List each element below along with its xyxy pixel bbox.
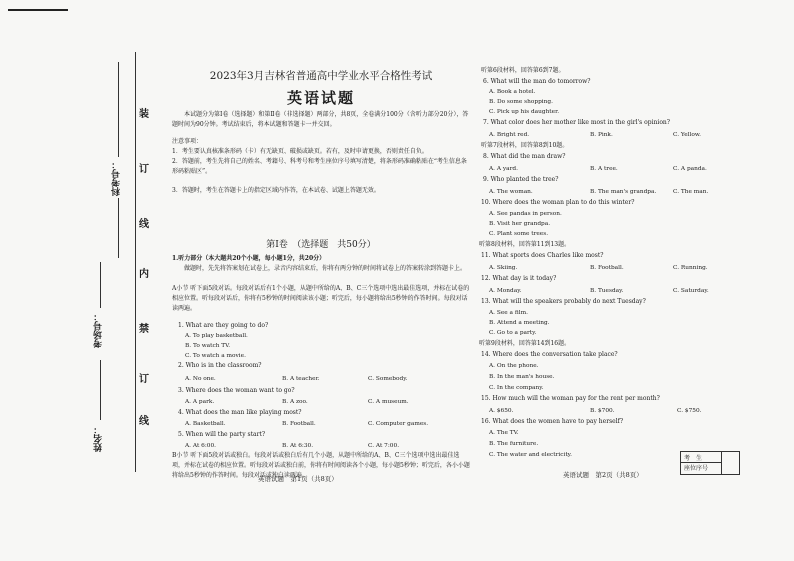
option-14b: B. In the man's house. — [489, 374, 555, 380]
option-9b: B. The man's grandpa. — [590, 189, 657, 195]
exam-title: 2023年3月吉林省普通高中学业水平合格性考试 — [209, 70, 433, 82]
option-2b: B. A teacher. — [282, 376, 320, 382]
exam-room-label: 考场号： — [94, 312, 104, 348]
exam-number-line-2 — [118, 198, 119, 258]
exam-number-line — [118, 62, 119, 157]
option-15a: A. $650. — [489, 408, 514, 414]
option-11b: B. Football. — [590, 265, 624, 271]
option-6a: A. Book a hotel. — [489, 89, 536, 95]
option-6b: B. Do some shopping. — [489, 99, 553, 105]
option-1a: A. To play basketball. — [185, 333, 248, 339]
question-14: 14. Where does the conversation take place? — [481, 351, 618, 358]
option-4b: B. Football. — [282, 421, 316, 427]
option-8b: B. A tree. — [590, 166, 618, 172]
question-8: 8. What did the man draw? — [483, 153, 566, 160]
question-6: 6. What will the man do tomorrow? — [483, 78, 591, 85]
option-3a: A. A park. — [185, 399, 215, 405]
material-9-note: 听第9段材料，回答第14到16题。 — [479, 340, 571, 347]
exam-number-label: 科考号： — [112, 160, 122, 196]
listening-note: 做题时，先先将答案划在试卷上，录音内容结束后，你将有两分钟的时间将试卷上的答案转涂到答题卡上。 — [184, 265, 467, 272]
exam-room-line — [100, 262, 101, 308]
option-4c: C. Computer games. — [368, 421, 429, 427]
name-label: 姓名： — [94, 425, 104, 452]
question-1: 1. What are they going to do? — [178, 322, 269, 329]
page-footer-left: 英语试题 第1页（共8页） — [258, 475, 338, 483]
option-8a: A. A yard. — [489, 166, 518, 172]
bind-char: 内 — [139, 269, 149, 280]
option-13a: A. See a film. — [489, 310, 528, 316]
option-14c: C. In the company. — [489, 385, 544, 391]
question-15: 15. How much will the woman pay for the rent per month? — [481, 395, 660, 402]
option-7c: C. Yellow. — [673, 132, 701, 138]
notes-label: 注意事项： — [172, 138, 203, 145]
seat-box-label-bottom: 座位序号 — [684, 465, 709, 472]
option-8c: C. A panda. — [673, 166, 707, 172]
option-13b: B. Attend a meeting. — [489, 320, 550, 326]
option-15c: C. $750. — [677, 408, 702, 414]
option-2c: C. Somebody. — [368, 376, 408, 382]
option-13c: C. Go to a party. — [489, 330, 537, 336]
option-5a: A. At 6:00. — [185, 443, 216, 449]
option-11c: C. Running. — [673, 265, 708, 271]
question-7: 7. What color does her mother like most in the girl's opinion? — [483, 119, 671, 126]
option-10b: B. Visit her grandpa. — [489, 221, 551, 227]
option-1b: B. To watch TV. — [185, 343, 231, 349]
option-14a: A. On the phone. — [489, 363, 539, 369]
instructions-intro: 本试题分为第Ⅰ卷（选择题）和第Ⅱ卷（非选择题）两部分，共8页，全卷满分100分（含听力部分20分），答题时间为90分钟。考试结束后，将本试题和答题卡一并交回。 — [172, 111, 469, 128]
option-12a: A. Monday. — [489, 288, 522, 294]
option-2a: A. No one. — [185, 376, 216, 382]
option-9a: A. The woman. — [489, 189, 533, 195]
question-12: 12. What day is it today? — [481, 275, 557, 282]
option-16a: A. The TV. — [489, 430, 519, 436]
option-16c: C. The water and electricity. — [489, 452, 573, 458]
bind-char: 禁 — [139, 324, 149, 335]
question-10: 10. Where does the woman plan to do this winter? — [481, 199, 635, 206]
option-15b: B. $700. — [590, 408, 615, 414]
option-16b: B. The furniture. — [489, 441, 539, 447]
question-5: 5. When will the party start? — [178, 431, 266, 438]
option-3c: C. A museum. — [368, 399, 409, 405]
option-9c: C. The man. — [673, 189, 709, 195]
option-7b: B. Pink. — [590, 132, 613, 138]
seat-box-vertical-divider — [721, 452, 722, 474]
binding-line — [135, 52, 136, 472]
option-5c: C. At 7:00. — [368, 443, 400, 449]
listening-heading: 1.听力部分（本大题共20个小题，每小题1分，共20分） — [172, 255, 326, 262]
question-16: 16. What does the women have to pay herself? — [481, 418, 624, 425]
material-6-note: 听第6段材料，回答第6到7题。 — [481, 67, 565, 74]
question-9: 9. Who planted the tree? — [483, 176, 559, 183]
question-3: 3. Where does the woman want to go? — [178, 387, 295, 394]
option-3b: B. A zoo. — [282, 399, 308, 405]
option-11a: A. Skiing. — [489, 265, 518, 271]
subject-title: 英语试题 — [286, 89, 355, 107]
section-b-intro: B小节 听下面5段对话或独白。每段对话或独白后有几个小题，从题中所给的A、B、C三个选项中选出最佳选项，并标在试卷的相应位置。听每段对话或独白前，你将有时间阅读各个小题，每小题5秒钟；听完后，各小小题将给出5秒钟的作答时间。每段对话或独白读两遍。 — [172, 452, 470, 479]
note-1: 1．考生要认真核准条形码（卡）有无缺页、破损或缺页。若有，及时申请更换，否则责任自负。 — [172, 148, 428, 155]
question-13: 13. What will the speakers probably do next Tuesday? — [481, 298, 646, 305]
section-a-intro: A小节 听下面5段对话。每段对话后有1个小题，从题中所给的A、B、C三个选项中选出最佳选项，并标在试卷的相应位置。听每段对话后，你将有5秒钟的时间阅读该小题；听完后，每小题将给出5秒钟的作答时间。每段对话读两遍。 — [172, 285, 470, 312]
material-7-note: 听第7段材料，回答第8到10题。 — [481, 142, 569, 149]
bind-char: 装 — [139, 109, 149, 120]
page-footer-right: 英语试题 第2页（共8页） — [563, 471, 643, 479]
bind-char: 订 — [139, 374, 149, 385]
name-line — [100, 360, 101, 420]
note-3: 3．答题时，考生在答题卡上的指定区域内作答，在本试卷、试题上答题无效。 — [172, 187, 380, 194]
question-2: 2. Who is in the classroom? — [178, 362, 262, 369]
option-6c: C. Pick up his daughter. — [489, 109, 560, 115]
note-2: 2．答题前，考生先将自己的姓名、考籍号、科考号和考生座位序号填写清楚，将条形码准确粘贴在“考生信息条形码粘贴区”。 — [172, 158, 467, 175]
question-4: 4. What does the man like playing most? — [178, 409, 302, 416]
seat-box-label-top: 考 生 — [684, 455, 703, 462]
option-12b: B. Tuesday. — [590, 288, 624, 294]
bind-char: 线 — [139, 219, 149, 230]
option-12c: C. Saturday. — [673, 288, 709, 294]
option-10c: C. Plant some trees. — [489, 231, 549, 237]
option-1c: C. To watch a movie. — [185, 353, 246, 359]
bind-char: 线 — [139, 416, 149, 427]
material-8-note: 听第8段材料，回答第11到13题。 — [479, 241, 571, 248]
seat-number-box — [680, 451, 740, 475]
question-11: 11. What sports does Charles like most? — [481, 252, 604, 259]
binding-gutter — [0, 0, 170, 561]
option-7a: A. Bright red. — [489, 132, 530, 138]
part-one-title: 第Ⅰ卷 （选择题 共50分） — [266, 240, 376, 250]
option-4a: A. Basketball. — [185, 421, 226, 427]
option-5b: B. At 6:30. — [282, 443, 314, 449]
option-10a: A. See pandas in person. — [489, 211, 562, 217]
bind-char: 订 — [139, 164, 149, 175]
